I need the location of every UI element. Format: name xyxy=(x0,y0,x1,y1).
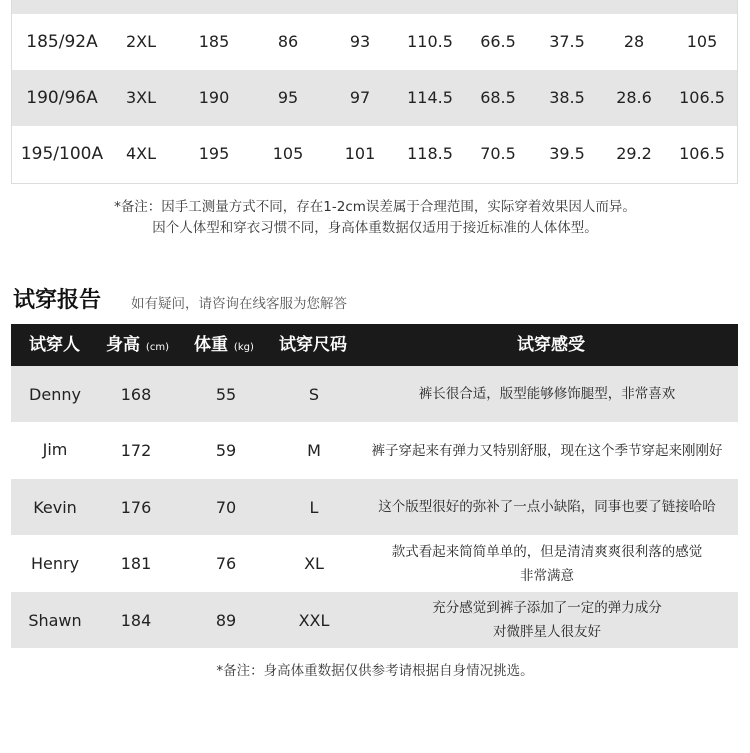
tester-name: Henry xyxy=(30,554,80,573)
tester-feedback xyxy=(356,592,738,648)
table-row xyxy=(11,479,738,535)
tester-feedback xyxy=(356,366,738,422)
size-value: 118.5 xyxy=(407,144,453,163)
size-note-line1: *备注：因手工测量方式不同，存在1-2cm误差属于合理范围，实际穿着效果因人而异。 xyxy=(114,199,636,215)
tester-name: Kevin xyxy=(33,497,77,517)
tester-weight: 76 xyxy=(215,554,237,573)
report-note: *备注：身高体重数据仅供参考请根据自身情况挑选。 xyxy=(216,663,534,679)
tester-height: 176 xyxy=(120,497,152,517)
report-table-header xyxy=(11,324,738,366)
table-row xyxy=(11,422,738,479)
tester-height: 172 xyxy=(120,441,152,460)
feedback-line: 这个版型很好的弥补了一点小缺陷，同事也要了链接哈哈 xyxy=(378,499,716,515)
size-value: 68.5 xyxy=(480,88,516,107)
tester-weight: 55 xyxy=(215,384,237,404)
header-weight xyxy=(194,324,254,366)
size-value: 38.5 xyxy=(549,88,585,107)
size-value: 28 xyxy=(623,32,645,51)
size-value: 105 xyxy=(272,144,304,163)
size-spec: 195/100A xyxy=(20,144,104,164)
size-spec: 190/96A xyxy=(26,88,98,108)
size-value: 70.5 xyxy=(480,144,516,163)
tester-weight: 70 xyxy=(215,497,237,517)
table-row xyxy=(11,366,738,422)
size-value: 28.6 xyxy=(616,88,652,107)
feedback-line: 对微胖星人很友好 xyxy=(493,624,601,640)
size-value: 93 xyxy=(349,32,371,51)
report-table xyxy=(11,324,738,648)
tester-feedback xyxy=(356,422,738,479)
feedback-line: 充分感觉到裤子添加了一定的弹力成分 xyxy=(432,600,662,616)
size-value: 114.5 xyxy=(407,88,453,107)
tester-size: XXL xyxy=(298,610,330,630)
header-size: 试穿尺码 xyxy=(279,335,347,355)
header-weight-unit: (kg) xyxy=(233,342,254,353)
tester-name: Jim xyxy=(42,440,68,459)
size-spec: 185/92A xyxy=(26,32,98,52)
size-value: 66.5 xyxy=(480,32,516,51)
tester-weight: 59 xyxy=(215,441,237,460)
size-value: 97 xyxy=(349,88,371,107)
tester-name: Denny xyxy=(29,384,81,404)
table-row xyxy=(11,535,738,592)
size-note-line2: 因个人体型和穿衣习惯不同，身高体重数据仅适用于接近标准的人体体型。 xyxy=(152,220,598,236)
feedback-line: 款式看起来简简单单的，但是清清爽爽很利落的感觉 xyxy=(391,543,703,560)
tester-name: Shawn xyxy=(28,610,82,630)
size-value: 106.5 xyxy=(679,88,725,107)
size-value: 101 xyxy=(344,144,376,163)
tester-size: XL xyxy=(304,554,324,573)
size-row xyxy=(12,70,737,126)
tester-height: 181 xyxy=(120,554,152,573)
tester-weight: 89 xyxy=(215,610,237,630)
tester-size: S xyxy=(308,384,320,404)
report-subtitle: 如有疑问，请咨询在线客服为您解答 xyxy=(131,296,347,312)
size-value: 110.5 xyxy=(407,32,453,51)
tester-size: L xyxy=(309,497,319,517)
size-row xyxy=(12,14,737,70)
header-height-label: 身高 xyxy=(106,335,140,355)
size-row xyxy=(12,126,737,182)
header-weight-label: 体重 xyxy=(194,335,228,355)
report-title: 试穿报告 xyxy=(13,288,102,313)
table-row xyxy=(11,592,738,648)
size-value: 37.5 xyxy=(549,32,585,51)
size-table xyxy=(11,0,738,184)
size-label: 2XL xyxy=(125,32,157,51)
size-label: 4XL xyxy=(125,144,157,163)
tester-height: 184 xyxy=(120,610,152,630)
size-value: 86 xyxy=(277,32,299,51)
tester-height: 168 xyxy=(120,384,152,404)
header-height xyxy=(106,324,169,366)
size-value: 105 xyxy=(686,32,718,51)
header-person: 试穿人 xyxy=(29,335,80,355)
feedback-line: 非常满意 xyxy=(520,567,574,584)
size-value: 190 xyxy=(198,88,230,107)
size-table-top-strip xyxy=(12,0,737,14)
size-value: 95 xyxy=(277,88,299,107)
header-height-unit: (cm) xyxy=(145,342,169,353)
size-value: 195 xyxy=(198,144,230,163)
feedback-line: 裤长很合适，版型能够修饰腿型，非常喜欢 xyxy=(418,386,676,402)
size-label: 3XL xyxy=(125,88,157,107)
size-value: 106.5 xyxy=(679,144,725,163)
tester-feedback xyxy=(356,479,738,535)
tester-feedback xyxy=(356,535,738,592)
size-value: 39.5 xyxy=(549,144,585,163)
header-feel: 试穿感受 xyxy=(517,335,585,355)
tester-size: M xyxy=(307,441,321,460)
size-value: 29.2 xyxy=(616,144,652,163)
feedback-line: 裤子穿起来有弹力又特别舒服，现在这个季节穿起来刚刚好 xyxy=(371,442,723,459)
size-value: 185 xyxy=(198,32,230,51)
